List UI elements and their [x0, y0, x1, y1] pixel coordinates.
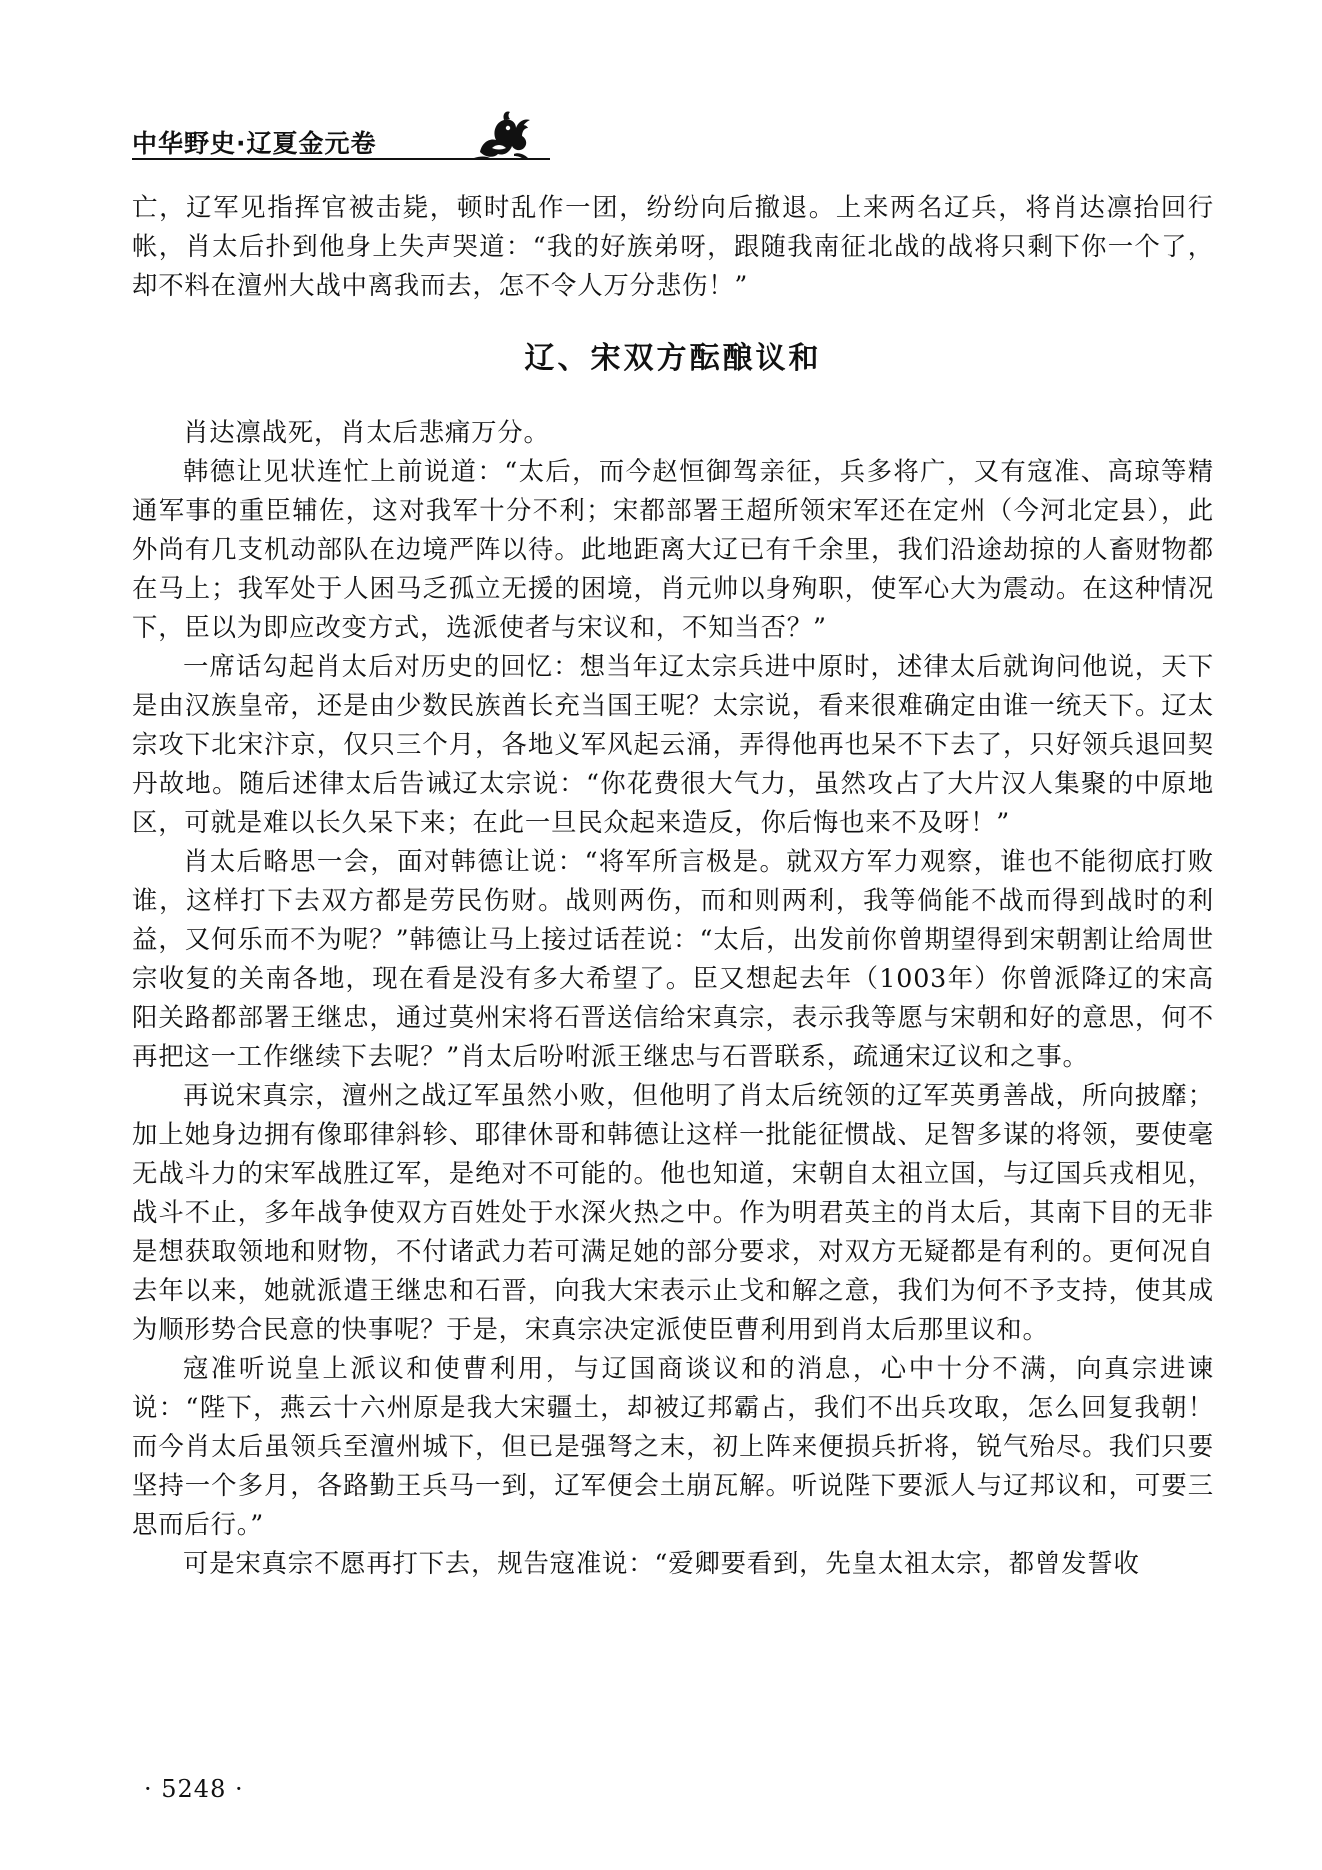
paragraph: 亡，辽军见指挥官被击毙，顿时乱作一团，纷纷向后撤退。上来两名辽兵，将肖达凛抬回行帐，肖太后扑到他身上失声哭道：“我的好族弟呀，跟随我南征北战的战将只剩下你一个了，却不料在澶州大战中离我而去，怎不令人万分悲伤！”: [132, 192, 1214, 300]
paragraph: 寇准听说皇上派议和使曹利用，与辽国商谈议和的消息，心中十分不满，向真宗进谏说：“陛下，燕云十六州原是我大宋疆土，却被辽邦霸占，我们不出兵攻取，怎么回复我朝！而今肖太后虽领兵至澶州城下，但已是强弩之末，初上阵来便损兵折将，锐气殆尽。我们只要坚持一个多月，各路勤王兵马一到，辽军便会土崩瓦解。听说陛下要派人与辽邦议和，可要三思而后行。”: [132, 1353, 1214, 1539]
paragraph: 韩德让见状连忙上前说道：“太后，而今赵恒御驾亲征，兵多将广，又有寇准、高琼等精通军事的重臣辅佐，这对我军十分不利；宋都部署王超所领宋军还在定州（今河北定县），此外尚有几支机动部队在边境严阵以待。此地距离大辽已有千余里，我们沿途劫掠的人畜财物都在马上；我军处于人困马乏孤立无援的困境，肖元帅以身殉职，使军心大为震动。在这种情况下，臣以为即应改变方式，选派使者与宋议和，不知当否？”: [132, 456, 1214, 642]
page-number: · 5248 ·: [144, 1775, 244, 1803]
section-title: 辽、宋双方酝酿议和: [524, 341, 822, 376]
body-text: [132, 188, 1214, 1583]
paragraph: 可是宋真宗不愿再打下去，规告寇准说：“爱卿要看到，先皇太祖太宗，都曾发誓收: [183, 1548, 1140, 1578]
paragraph: 再说宋真宗，澶州之战辽军虽然小败，但他明了肖太后统领的辽军英勇善战，所向披靡；加上她身边拥有像耶律斜轸、耶律休哥和韩德让这样一批能征惯战、足智多谋的将领，要使毫无战斗力的宋军战胜辽军，是绝对不可能的。他也知道，宋朝自太祖立国，与辽国兵戎相见，战斗不止，多年战争使双方百姓处于水深火热之中。作为明君英主的肖太后，其南下目的无非是想获取领地和财物，不付诸武力若可满足她的部分要求，对双方无疑都是有利的。更何况自去年以来，她就派遣王继忠和石晋，向我大宋表示止戈和解之意，我们为何不予支持，使其成为顺形势合民意的快事呢？于是，宋真宗决定派使臣曹利用到肖太后那里议和。: [132, 1080, 1214, 1344]
running-head: [132, 118, 550, 162]
dragon-icon: [472, 108, 534, 162]
paragraph: 一席话勾起肖太后对历史的回忆：想当年辽太宗兵进中原时，述律太后就询问他说，天下是由汉族皇帝，还是由少数民族酋长充当国王呢？太宗说，看来很难确定由谁一统天下。辽太宗攻下北宋汴京，仅只三个月，各地义军风起云涌，弄得他再也呆不下去了，只好领兵退回契丹故地。随后述律太后告诫辽太宗说：“你花费很大气力，虽然攻占了大片汉人集聚的中原地区，可就是难以长久呆下来；在此一旦民众起来造反，你后悔也来不及呀！”: [132, 651, 1214, 837]
header-rule: [132, 158, 550, 160]
running-title: 中华野史·辽夏金元卷: [132, 129, 377, 158]
paragraph: 肖太后略思一会，面对韩德让说：“将军所言极是。就双方军力观察，谁也不能彻底打败谁，这样打下去双方都是劳民伤财。战则两伤，而和则两利，我等倘能不战而得到战时的利益，又何乐而不为呢？”韩德让马上接过话茬说：“太后，出发前你曾期望得到宋朝割让给周世宗收复的关南各地，现在看是没有多大希望了。臣又想起去年（1003年）你曾派降辽的宋高阳关路都部署王继忠，通过莫州宋将石晋送信给宋真宗，表示我等愿与宋朝和好的意思，何不再把这一工作继续下去呢？”肖太后吩咐派王继忠与石晋联系，疏通宋辽议和之事。: [132, 846, 1214, 1071]
paragraph: 肖达凛战死，肖太后悲痛万分。: [183, 417, 550, 447]
